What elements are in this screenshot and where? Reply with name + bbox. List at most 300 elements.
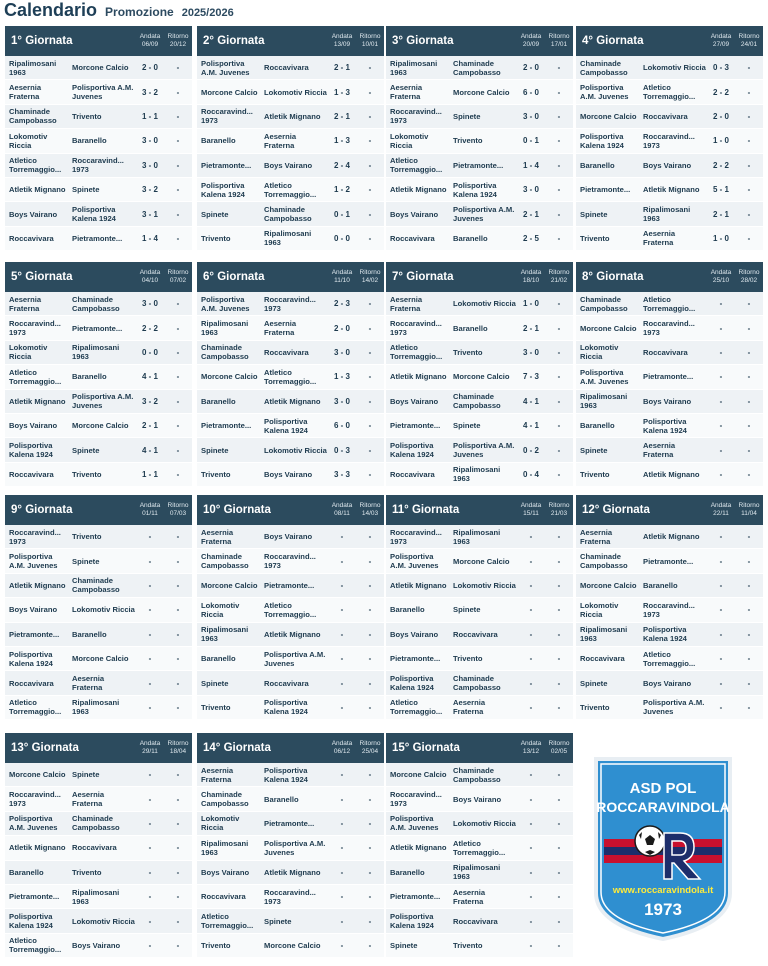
andata-score: 2 - 1 (333, 63, 350, 73)
andata-score: - (148, 916, 152, 926)
andata-column (517, 740, 545, 756)
away-team: Ripalimosani 1963 (72, 698, 120, 717)
andata-score: - (719, 556, 723, 566)
match-row (386, 414, 573, 438)
match-row (197, 341, 384, 365)
match-row (386, 647, 573, 671)
match-row (576, 574, 763, 598)
ritorno-score: - (176, 702, 180, 712)
ritorno-score: - (176, 396, 180, 406)
round-title: 14° Giornata (203, 742, 271, 754)
home-team: Boys Vairano (9, 605, 58, 615)
andata-score: - (719, 421, 723, 431)
andata-date: 01/11 (142, 510, 158, 517)
ritorno-score: - (176, 843, 180, 853)
home-team: Boys Vairano (201, 867, 250, 877)
ritorno-column (356, 740, 384, 756)
match-row (197, 365, 384, 389)
match-row (386, 365, 573, 389)
away-team: Baranello (643, 580, 678, 590)
match-row (386, 812, 573, 836)
home-team: Morcone Calcio (390, 770, 447, 780)
match-row (5, 574, 192, 598)
home-team: Polisportiva Kalena 1924 (390, 674, 434, 693)
away-team: Ripalimosani 1963 (264, 229, 312, 248)
ritorno-column (356, 33, 384, 49)
away-team: Chaminade Campobasso (72, 576, 120, 595)
away-team: Lokomotiv Riccia (72, 605, 135, 615)
match-list (5, 763, 192, 958)
ritorno-score: - (747, 233, 751, 243)
ritorno-score: - (368, 185, 372, 195)
andata-score: 4 - 1 (522, 421, 539, 431)
round-card (576, 262, 763, 487)
home-team: Chaminade Campobasso (201, 552, 249, 571)
match-row (576, 598, 763, 622)
away-team: Boys Vairano (643, 160, 692, 170)
andata-score: - (340, 770, 344, 780)
ritorno-label: Ritorno (167, 33, 189, 40)
andata-score: 3 - 0 (522, 347, 539, 357)
home-team: Pietramonte... (390, 654, 441, 664)
away-team: Trivento (72, 469, 102, 479)
ritorno-score: - (368, 87, 372, 97)
ritorno-score: - (557, 160, 561, 170)
match-row (197, 105, 384, 129)
match-row (576, 129, 763, 153)
logo-website: www.roccaravindola.it (612, 885, 714, 896)
away-team: Roccaravind... 1973 (643, 319, 695, 338)
andata-label: Andata (710, 502, 732, 509)
match-list (576, 525, 763, 720)
home-team: Ripalimosani 1963 (580, 625, 628, 644)
andata-score: - (719, 678, 723, 688)
andata-score: 0 - 3 (712, 63, 729, 73)
andata-score: 1 - 0 (522, 299, 539, 309)
ritorno-score: - (176, 867, 180, 877)
andata-column (707, 269, 735, 285)
ritorno-score: - (176, 940, 180, 950)
match-row (5, 787, 192, 811)
match-row (197, 227, 384, 251)
round-card (197, 495, 384, 720)
away-team: Spinete (72, 185, 100, 195)
andata-label: Andata (331, 269, 353, 276)
home-team: Aesernia Fraterna (201, 765, 234, 784)
andata-score: 1 - 1 (141, 469, 158, 479)
match-row (5, 390, 192, 414)
ritorno-score: - (368, 323, 372, 333)
home-team: Pietramonte... (9, 629, 60, 639)
andata-date: 20/09 (522, 41, 540, 48)
andata-score: 1 - 3 (333, 136, 350, 146)
league-name: Promozione (105, 5, 174, 19)
round-title: 2° Giornata (203, 35, 265, 47)
ritorno-score: - (557, 209, 561, 219)
away-team: Boys Vairano (643, 396, 692, 406)
andata-label: Andata (710, 33, 732, 40)
match-row (386, 390, 573, 414)
andata-score: 2 - 4 (333, 160, 350, 170)
andata-score: - (529, 605, 533, 615)
away-team: Roccaravind... 1973 (264, 294, 316, 313)
away-team: Polisportiva A.M. Juvenes (72, 392, 134, 411)
ritorno-date: 10/01 (361, 41, 379, 48)
ritorno-score: - (557, 678, 561, 688)
match-row (197, 414, 384, 438)
match-row (5, 812, 192, 836)
match-row (5, 202, 192, 226)
match-row (386, 227, 573, 251)
home-team: Polisportiva Kalena 1924 (9, 912, 53, 931)
match-row (386, 623, 573, 647)
away-team: Lokomotiv Riccia (72, 916, 135, 926)
home-team: Roccaravind... 1973 (390, 790, 442, 809)
andata-column (707, 33, 735, 49)
ritorno-score: - (176, 892, 180, 902)
away-team: Polisportiva Kalena 1924 (264, 765, 308, 784)
ritorno-date: 24/01 (740, 41, 758, 48)
match-row (576, 414, 763, 438)
home-team: Atletico Torremaggio... (9, 367, 62, 386)
home-team: Atletico Torremaggio... (201, 912, 254, 931)
andata-score: - (529, 532, 533, 542)
round-title: 3° Giornata (392, 35, 454, 47)
ritorno-score: - (368, 580, 372, 590)
andata-score: - (340, 867, 344, 877)
andata-date: 18/10 (522, 277, 540, 284)
ritorno-score: - (747, 702, 751, 712)
ritorno-score: - (176, 556, 180, 566)
andata-score: 1 - 1 (141, 111, 158, 121)
ritorno-score: - (368, 396, 372, 406)
andata-score: 1 - 0 (712, 136, 729, 146)
match-row (576, 80, 763, 104)
andata-column (517, 502, 545, 518)
away-team: Roccavivara (643, 111, 688, 121)
ritorno-column (356, 269, 384, 285)
home-team: Morcone Calcio (201, 580, 258, 590)
ritorno-score: - (176, 770, 180, 780)
match-row (386, 671, 573, 695)
home-team: Atletico Torremaggio... (390, 156, 443, 175)
match-row (5, 414, 192, 438)
home-team: Morcone Calcio (580, 111, 637, 121)
ritorno-score: - (557, 654, 561, 664)
match-row (386, 861, 573, 885)
home-team: Polisportiva A.M. Juvenes (390, 552, 439, 571)
round-header (576, 495, 763, 525)
home-team: Roccavivara (580, 654, 625, 664)
andata-score: - (340, 940, 344, 950)
away-team: Roccaravind... 1973 (72, 156, 124, 175)
away-team: Atletico Torremaggio... (643, 649, 696, 668)
round-header (197, 495, 384, 525)
home-team: Morcone Calcio (201, 372, 258, 382)
away-team: Ripalimosani 1963 (643, 205, 691, 224)
match-row (197, 574, 384, 598)
home-team: Pietramonte... (201, 421, 252, 431)
home-team: Spinete (201, 445, 229, 455)
round-card (5, 495, 192, 720)
ritorno-score: - (747, 209, 751, 219)
ritorno-score: - (557, 299, 561, 309)
ritorno-score: - (368, 299, 372, 309)
home-team: Aesernia Fraterna (201, 527, 234, 546)
away-team: Trivento (72, 532, 102, 542)
round-header (386, 733, 573, 763)
ritorno-score: - (368, 136, 372, 146)
ritorno-score: - (557, 702, 561, 712)
ritorno-score: - (176, 185, 180, 195)
home-team: Aesernia Fraterna (580, 527, 613, 546)
ritorno-score: - (557, 372, 561, 382)
away-team: Boys Vairano (264, 532, 313, 542)
andata-label: Andata (331, 502, 353, 509)
match-row (5, 623, 192, 647)
away-team: Spinete (72, 556, 100, 566)
andata-score: 3 - 1 (141, 209, 158, 219)
round-header (197, 26, 384, 56)
round-title: 1° Giornata (11, 35, 73, 47)
round-header (576, 262, 763, 292)
ritorno-score: - (747, 678, 751, 688)
match-row (576, 202, 763, 226)
match-row (386, 885, 573, 909)
andata-score: 1 - 3 (333, 372, 350, 382)
andata-score: - (529, 702, 533, 712)
away-team: Boys Vairano (264, 469, 313, 479)
home-team: Trivento (580, 469, 610, 479)
away-team: Aesernia Fraterna (643, 441, 676, 460)
ritorno-column (735, 502, 763, 518)
andata-score: - (529, 629, 533, 639)
andata-score: 6 - 0 (522, 87, 539, 97)
match-row (576, 178, 763, 202)
home-team: Baranello (201, 396, 236, 406)
andata-score: - (148, 843, 152, 853)
ritorno-score: - (557, 323, 561, 333)
away-team: Morcone Calcio (453, 87, 510, 97)
round-card (386, 262, 573, 487)
home-team: Trivento (201, 233, 231, 243)
away-team: Baranello (72, 629, 107, 639)
andata-score: - (148, 892, 152, 902)
away-team: Aesernia Fraterna (453, 698, 486, 717)
away-team: Boys Vairano (72, 940, 121, 950)
match-row (5, 316, 192, 340)
match-row (197, 598, 384, 622)
home-team: Roccaravind... 1973 (201, 107, 253, 126)
home-team: Lokomotiv Riccia (201, 600, 240, 619)
andata-score: 1 - 3 (333, 87, 350, 97)
home-team: Baranello (201, 136, 236, 146)
away-team: Chaminade Campobasso (453, 674, 501, 693)
andata-score: 0 - 3 (333, 445, 350, 455)
home-team: Boys Vairano (390, 629, 439, 639)
ritorno-score: - (368, 629, 372, 639)
match-row (386, 80, 573, 104)
home-team: Spinete (580, 678, 608, 688)
match-row (197, 438, 384, 462)
ritorno-score: - (176, 605, 180, 615)
match-row (5, 56, 192, 80)
ritorno-date: 28/02 (740, 277, 758, 284)
away-team: Atletico Torremaggio... (264, 180, 317, 199)
home-team: Roccavivara (9, 469, 54, 479)
round-title: 8° Giornata (582, 271, 644, 283)
match-row (5, 154, 192, 178)
away-team: Chaminade Campobasso (264, 205, 312, 224)
ritorno-score: - (557, 111, 561, 121)
ritorno-column (545, 33, 573, 49)
andata-score: 0 - 1 (522, 136, 539, 146)
home-team: Pietramonte... (390, 421, 441, 431)
away-team: Lokomotiv Riccia (264, 445, 327, 455)
ritorno-score: - (747, 323, 751, 333)
logo-name-line2: ROCCARAVINDOLA (596, 799, 730, 815)
ritorno-score: - (368, 421, 372, 431)
ritorno-score: - (747, 654, 751, 664)
home-team: Roccaravind... 1973 (9, 319, 61, 338)
ritorno-score: - (557, 818, 561, 828)
ritorno-column (545, 269, 573, 285)
home-team: Polisportiva A.M. Juvenes (9, 552, 58, 571)
away-team: Roccavivara (643, 347, 688, 357)
andata-date: 06/12 (333, 748, 351, 755)
away-team: Polisportiva Kalena 1924 (72, 205, 116, 224)
andata-label: Andata (331, 33, 353, 40)
ritorno-score: - (368, 209, 372, 219)
ritorno-score: - (557, 233, 561, 243)
away-team: Aesernia Fraterna (453, 887, 486, 906)
home-team: Polisportiva A.M. Juvenes (9, 814, 58, 833)
andata-date: 29/11 (142, 748, 158, 755)
match-row (5, 671, 192, 695)
away-team: Spinete (72, 770, 100, 780)
match-row (197, 647, 384, 671)
ritorno-score: - (747, 532, 751, 542)
ritorno-score: - (368, 605, 372, 615)
away-team: Aesernia Fraterna (264, 131, 297, 150)
away-team: Atletik Mignano (264, 629, 321, 639)
home-team: Atletik Mignano (390, 580, 447, 590)
andata-label: Andata (520, 740, 542, 747)
andata-score: 0 - 1 (333, 209, 350, 219)
andata-score: 7 - 3 (522, 372, 539, 382)
away-team: Lokomotiv Riccia (453, 299, 516, 309)
andata-score: 3 - 0 (141, 299, 158, 309)
home-team: Boys Vairano (9, 421, 58, 431)
away-team: Aesernia Fraterna (643, 229, 676, 248)
ritorno-score: - (368, 556, 372, 566)
match-row (5, 934, 192, 958)
ritorno-score: - (176, 445, 180, 455)
match-row (386, 341, 573, 365)
ritorno-score: - (747, 396, 751, 406)
away-team: Lokomotiv Riccia (453, 818, 516, 828)
ritorno-score: - (176, 111, 180, 121)
andata-score: 2 - 2 (141, 323, 158, 333)
ritorno-score: - (747, 445, 751, 455)
ritorno-score: - (557, 532, 561, 542)
home-team: Spinete (580, 209, 608, 219)
ritorno-date: 11/04 (741, 510, 757, 517)
andata-column (328, 269, 356, 285)
andata-score: - (529, 794, 533, 804)
away-team: Trivento (72, 111, 102, 121)
away-team: Pietramonte... (643, 556, 694, 566)
ritorno-score: - (747, 136, 751, 146)
away-team: Lokomotiv Riccia (643, 63, 706, 73)
andata-score: 4 - 1 (522, 396, 539, 406)
away-team: Baranello (72, 372, 107, 382)
home-team: Atletico Torremaggio... (9, 936, 62, 955)
ritorno-score: - (368, 702, 372, 712)
away-team: Trivento (72, 867, 102, 877)
match-row (5, 178, 192, 202)
andata-score: 3 - 2 (141, 87, 158, 97)
away-team: Aesernia Fraterna (264, 319, 297, 338)
match-row (5, 463, 192, 487)
match-row (197, 292, 384, 316)
ritorno-column (356, 502, 384, 518)
home-team: Roccaravind... 1973 (390, 527, 442, 546)
match-row (576, 671, 763, 695)
away-team: Polisportiva A.M. Juvenes (453, 205, 515, 224)
match-row (386, 463, 573, 487)
andata-score: 4 - 1 (141, 372, 158, 382)
home-team: Lokomotiv Riccia (580, 343, 619, 362)
home-team: Chaminade Campobasso (201, 790, 249, 809)
away-team: Roccaravind... 1973 (643, 600, 695, 619)
andata-date: 15/11 (523, 510, 539, 517)
ritorno-score: - (368, 678, 372, 688)
home-team: Chaminade Campobasso (9, 107, 57, 126)
andata-score: 2 - 0 (712, 111, 729, 121)
match-list (5, 292, 192, 487)
andata-label: Andata (710, 269, 732, 276)
round-title: 13° Giornata (11, 742, 79, 754)
andata-score: - (529, 892, 533, 902)
ritorno-label: Ritorno (167, 740, 189, 747)
andata-date: 06/09 (141, 41, 159, 48)
away-team: Atletik Mignano (643, 469, 700, 479)
home-team: Roccavivara (9, 233, 54, 243)
home-team: Aesernia Fraterna (9, 294, 42, 313)
ritorno-score: - (176, 233, 180, 243)
home-team: Ripalimosani 1963 (9, 58, 57, 77)
ritorno-date: 20/12 (169, 41, 187, 48)
ritorno-score: - (368, 818, 372, 828)
away-team: Chaminade Campobasso (72, 814, 120, 833)
home-team: Polisportiva A.M. Juvenes (580, 83, 629, 102)
match-list (576, 292, 763, 487)
match-row (386, 316, 573, 340)
match-row (197, 178, 384, 202)
ritorno-score: - (368, 940, 372, 950)
andata-score: - (340, 678, 344, 688)
home-team: Lokomotiv Riccia (390, 131, 429, 150)
home-team: Polisportiva A.M. Juvenes (201, 58, 250, 77)
andata-score: 2 - 2 (712, 87, 729, 97)
andata-score: - (148, 770, 152, 780)
home-team: Morcone Calcio (580, 580, 637, 590)
ritorno-date: 07/02 (169, 277, 187, 284)
ritorno-score: - (176, 916, 180, 926)
ritorno-score: - (747, 111, 751, 121)
home-team: Trivento (580, 702, 610, 712)
